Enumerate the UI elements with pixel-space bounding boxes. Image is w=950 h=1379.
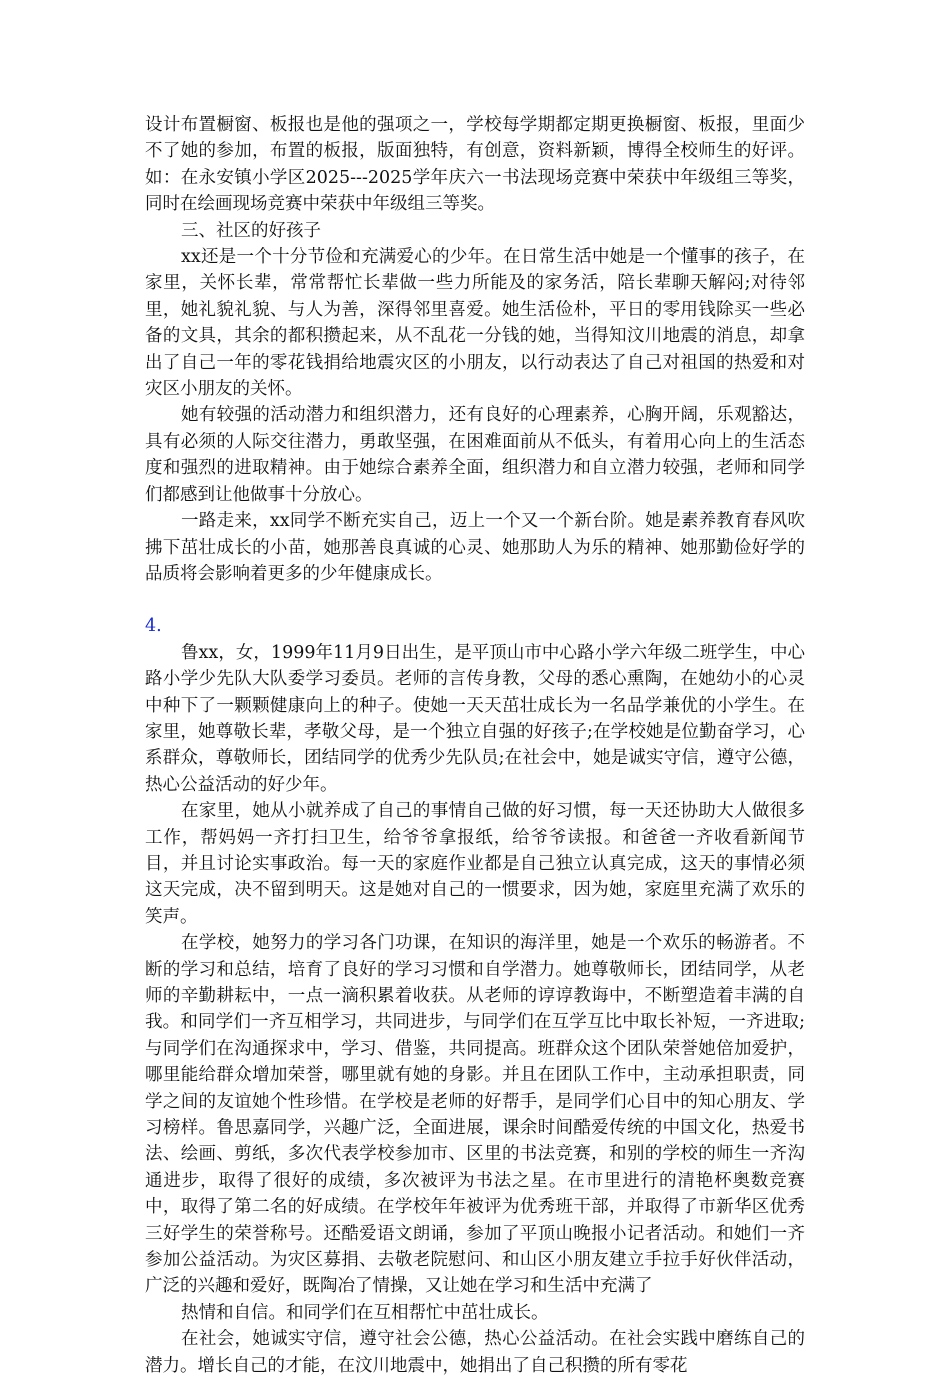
paragraph: 在学校，她努力的学习各门功课，在知识的海洋里，她是一个欢乐的畅游者。不断的学习和总结，培育了良好的学习习惯和自学潜力。她尊敬师长，团结同学，从老师的辛勤耕耘中，一点一滴积累着收获。从老师的谆谆教诲中，不断塑造着丰满的自我。和同学们一齐互相学习，共同进步，与同学们在互学互比中取长补短，一齐进取;与同学们在沟通探求中，学习、借鉴，共同提高。班群众这个团队荣誉她倍加爱护，哪里能给群众增加荣誉，哪里就有她的身影。并且在团队工作中，主动承担职责，同学之间的友谊她个性珍惜。在学校是老师的好帮手，是同学们心目中的知心朋友、学习榜样。鲁思嘉同学，兴趣广泛，全面进展，课余时间酷爱传统的中国文化，热爱书法、绘画、剪纸，多次代表学校参加市、区里的书法竞赛，和别的学校的师生一齐沟通进步，取得了很好的成绩，多次被评为书法之星。在市里进行的清艳杯奥数竞赛中，取得了第二名的好成绩。在学校年年被评为优秀班干部，并取得了市新华区优秀三好学生的荣誉称号。还酷爱语文朗诵，参加了平顶山晚报小记者活动。和她们一齐参加公益活动。为灾区募捐、去敬老院慰问、和山区小朋友建立手拉手好伙伴活动，广泛的兴趣和爱好，既陶冶了情操，又让她在学习和生活中充满了 — [145, 933, 805, 1297]
paragraph: 她有较强的活动潜力和组织潜力，还有良好的心理素养，心胸开阔，乐观豁达，具有必须的人际交往潜力，勇敢坚强，在困难面前从不低头，有着用心向上的生活态度和强烈的进取精神。由于她综合素养全面，组织潜力和自立潜力较强，老师和同学们都感到让他做事十分放心。 — [145, 405, 805, 505]
paragraph: 在家里，她从小就养成了自己的事情自己做的好习惯，每一天还协助大人做很多工作，帮妈妈一齐打扫卫生，给爷爷拿报纸，给爷爷读报。和爸爸一齐收看新闻节目，并且讨论实事政治。每一天的家庭作业都是自己独立认真完成，这天的事情必须这天完成，决不留到明天。这是她对自己的一惯要求，因为她，家庭里充满了欢乐的笑声。 — [145, 801, 805, 927]
paragraph: 设计布置橱窗、板报也是他的强项之一，学校每学期都定期更换橱窗、板报，里面少不了她的参加，布置的板报，版面独特，有创意，资料新颖，博得全校师生的好评。如：在永安镇小学区2025---2025学年庆六一书法现场竞赛中荣获中年级组三等奖，同时在绘画现场竞赛中荣获中年级组三等奖。 — [145, 115, 805, 215]
paragraph: 在社会，她诚实守信，遵守社会公德，热心公益活动。在社会实践中磨练自己的潜力。增长自己的才能，在汶川地震中，她捐出了自己积攒的所有零花 — [145, 1329, 805, 1376]
paragraph: 热情和自信。和同学们在互相帮忙中茁壮成长。 — [181, 1302, 549, 1323]
paragraph: 一路走来，xx同学不断充实自己，迈上一个又一个新台阶。她是素养教育春风吹拂下茁壮成长的小苗，她那善良真诚的心灵、她那助人为乐的精神、她那勤俭好学的品质将会影响着更多的少年健康成长。 — [145, 511, 805, 584]
document-body — [145, 112, 805, 1379]
paragraph: xx还是一个十分节俭和充满爱心的少年。在日常生活中她是一个懂事的孩子，在家里，关怀长辈，常常帮忙长辈做一些力所能及的家务活，陪长辈聊天解闷;对待邻里，她礼貌礼貌、与人为善，深得邻里喜爱。她生活俭朴，平日的零用钱除买一些必备的文具，其余的都积攒起来，从不乱花一分钱的她，当得知汶川地震的消息，却拿出了自己一年的零花钱捐给地震灾区的小朋友，以行动表达了自己对祖国的热爱和对灾区小朋友的关怀。 — [145, 247, 805, 400]
section-heading: 三、社区的好孩子 — [181, 220, 321, 241]
paragraph: 鲁xx，女，1999年11月9日出生，是平顶山市中心路小学六年级二班学生，中心路小学少先队大队委学习委员。老师的言传身教，父母的悉心熏陶，在她幼小的心灵中种下了一颗颗健康向上的种子。使她一天天茁壮成长为一名品学兼优的小学生。在家里，她尊敬长辈，孝敬父母，是一个独立自强的好孩子;在学校她是位勤奋学习，心系群众，尊敬师长，团结同学的优秀少先队员;在社会中，她是诚实守信，遵守公德，热心公益活动的好少年。 — [145, 642, 805, 795]
spacer — [145, 587, 805, 613]
section-number: 4. — [145, 616, 162, 637]
